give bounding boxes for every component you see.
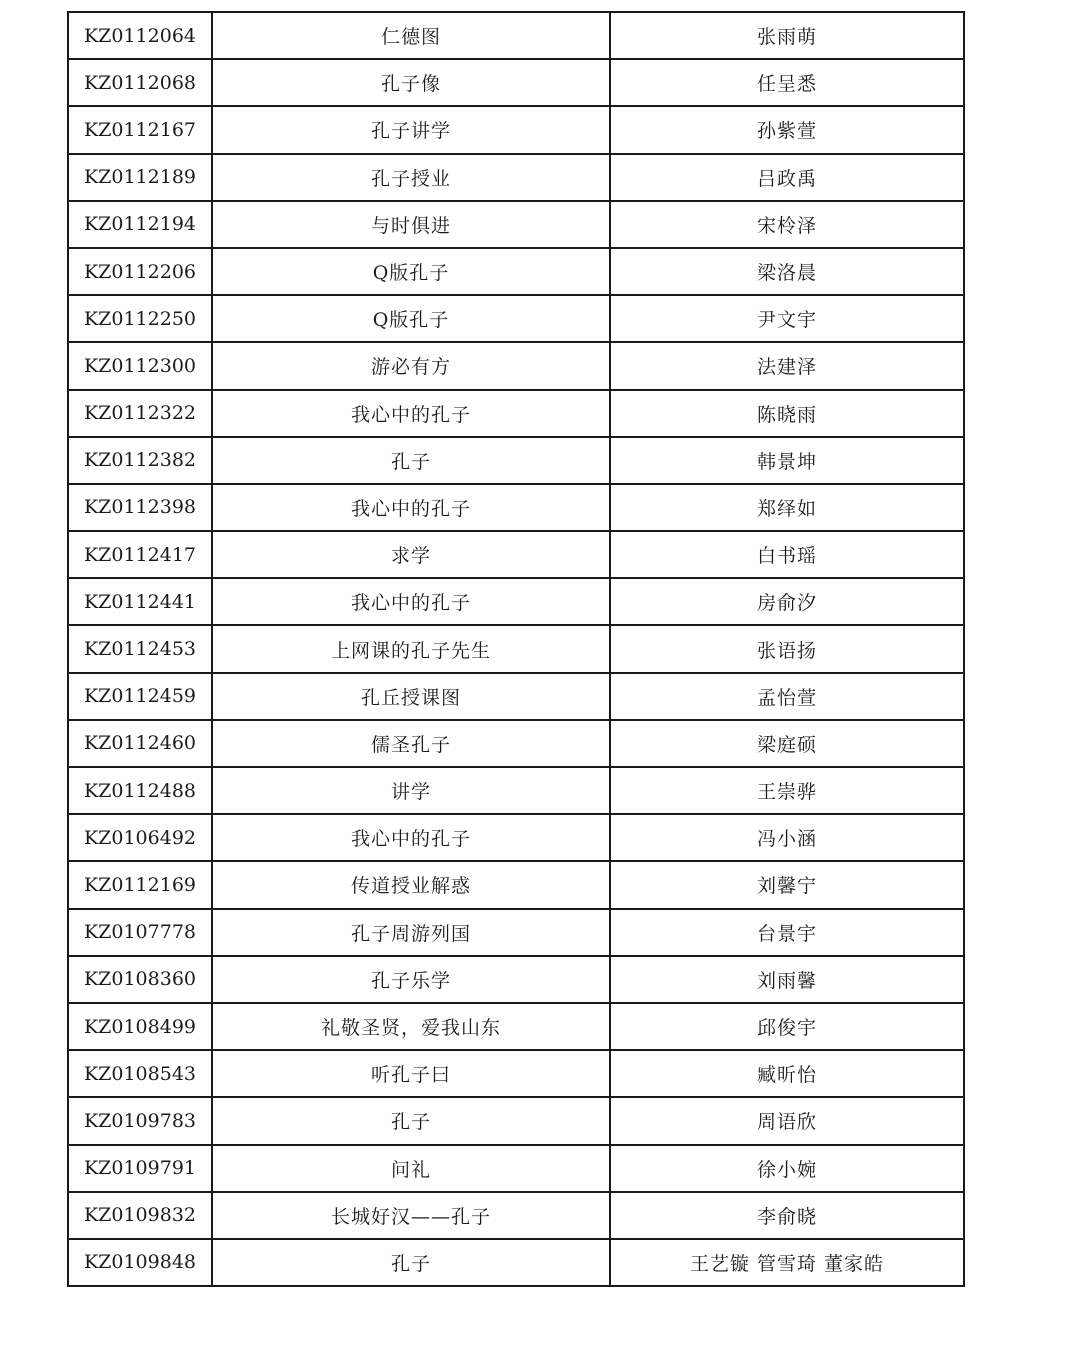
entries-table <box>67 11 965 1287</box>
table-row <box>68 1097 964 1144</box>
table-row <box>68 1050 964 1097</box>
entry-id-cell: KZ0112300 <box>68 342 212 389</box>
table-row <box>68 767 964 814</box>
table-row <box>68 1192 964 1239</box>
entry-id-cell: KZ0112206 <box>68 248 212 295</box>
table-row <box>68 342 964 389</box>
entry-id-cell: KZ0112322 <box>68 390 212 437</box>
entry-author-cell: 白书瑶 <box>610 531 964 578</box>
table-row <box>68 625 964 672</box>
entry-author-cell: 梁洛晨 <box>610 248 964 295</box>
entry-id-cell: KZ0112167 <box>68 106 212 153</box>
entry-title-cell: 孔子 <box>212 1239 610 1286</box>
entry-title-cell: 讲学 <box>212 767 610 814</box>
entry-title-cell: 孔丘授课图 <box>212 673 610 720</box>
entry-id-cell: KZ0112453 <box>68 625 212 672</box>
entry-author-cell: 梁庭硕 <box>610 720 964 767</box>
entry-id-cell: KZ0108499 <box>68 1003 212 1050</box>
entry-id-cell: KZ0106492 <box>68 814 212 861</box>
table-row <box>68 154 964 201</box>
entry-author-cell: 邱俊宇 <box>610 1003 964 1050</box>
entry-id-cell: KZ0112441 <box>68 578 212 625</box>
entry-id-cell: KZ0112460 <box>68 720 212 767</box>
entry-id-cell: KZ0109832 <box>68 1192 212 1239</box>
entry-id-cell: KZ0107778 <box>68 909 212 956</box>
table-row <box>68 861 964 908</box>
entry-author-cell: 宋柃泽 <box>610 201 964 248</box>
entry-id-cell: KZ0112189 <box>68 154 212 201</box>
entry-author-cell: 房俞汐 <box>610 578 964 625</box>
table-row <box>68 909 964 956</box>
table-row <box>68 248 964 295</box>
entry-title-cell: Q版孔子 <box>212 248 610 295</box>
entry-id-cell: KZ0112488 <box>68 767 212 814</box>
entry-title-cell: 游必有方 <box>212 342 610 389</box>
entry-title-cell: Q版孔子 <box>212 295 610 342</box>
entry-author-cell: 孙紫萱 <box>610 106 964 153</box>
table-row <box>68 578 964 625</box>
table-row <box>68 106 964 153</box>
table-row <box>68 531 964 578</box>
entry-author-cell: 任呈悉 <box>610 59 964 106</box>
table-row <box>68 1145 964 1192</box>
entry-author-cell: 孟怡萱 <box>610 673 964 720</box>
entry-id-cell: KZ0109848 <box>68 1239 212 1286</box>
entry-id-cell: KZ0112068 <box>68 59 212 106</box>
entry-author-cell: 陈晓雨 <box>610 390 964 437</box>
table-row <box>68 956 964 1003</box>
table-row <box>68 1003 964 1050</box>
entry-title-cell: 孔子授业 <box>212 154 610 201</box>
entry-id-cell: KZ0112459 <box>68 673 212 720</box>
entry-id-cell: KZ0112382 <box>68 437 212 484</box>
entry-title-cell: 孔子乐学 <box>212 956 610 1003</box>
entry-author-cell: 王艺镟 管雪琦 董家皓 <box>610 1239 964 1286</box>
entry-id-cell: KZ0112250 <box>68 295 212 342</box>
entry-title-cell: 孔子像 <box>212 59 610 106</box>
entry-title-cell: 求学 <box>212 531 610 578</box>
entry-title-cell: 我心中的孔子 <box>212 484 610 531</box>
entry-title-cell: 听孔子曰 <box>212 1050 610 1097</box>
entry-title-cell: 传道授业解惑 <box>212 861 610 908</box>
entry-id-cell: KZ0112169 <box>68 861 212 908</box>
table-row <box>68 437 964 484</box>
entry-author-cell: 台景宇 <box>610 909 964 956</box>
entry-id-cell: KZ0108543 <box>68 1050 212 1097</box>
entry-author-cell: 刘雨馨 <box>610 956 964 1003</box>
entry-author-cell: 李俞晓 <box>610 1192 964 1239</box>
entry-id-cell: KZ0112417 <box>68 531 212 578</box>
entry-author-cell: 尹文宇 <box>610 295 964 342</box>
table-row <box>68 814 964 861</box>
entry-title-cell: 我心中的孔子 <box>212 814 610 861</box>
entry-id-cell: KZ0112398 <box>68 484 212 531</box>
entry-author-cell: 臧昕怡 <box>610 1050 964 1097</box>
entry-id-cell: KZ0112064 <box>68 12 212 59</box>
table-row <box>68 59 964 106</box>
entry-title-cell: 礼敬圣贤，爱我山东 <box>212 1003 610 1050</box>
entry-title-cell: 与时俱进 <box>212 201 610 248</box>
table-row <box>68 12 964 59</box>
table-row <box>68 201 964 248</box>
entry-title-cell: 孔子周游列国 <box>212 909 610 956</box>
entry-title-cell: 长城好汉——孔子 <box>212 1192 610 1239</box>
entry-title-cell: 仁德图 <box>212 12 610 59</box>
entry-id-cell: KZ0112194 <box>68 201 212 248</box>
entry-author-cell: 周语欣 <box>610 1097 964 1144</box>
table-row <box>68 1239 964 1286</box>
entry-author-cell: 张语扬 <box>610 625 964 672</box>
table-row <box>68 390 964 437</box>
entry-author-cell: 王崇骅 <box>610 767 964 814</box>
entry-title-cell: 我心中的孔子 <box>212 578 610 625</box>
entry-author-cell: 吕政禹 <box>610 154 964 201</box>
table-row <box>68 720 964 767</box>
entries-table-body <box>68 12 964 1286</box>
entry-title-cell: 上网课的孔子先生 <box>212 625 610 672</box>
entry-id-cell: KZ0109791 <box>68 1145 212 1192</box>
entry-author-cell: 张雨萌 <box>610 12 964 59</box>
entry-title-cell: 问礼 <box>212 1145 610 1192</box>
entry-author-cell: 徐小婉 <box>610 1145 964 1192</box>
table-row <box>68 673 964 720</box>
entry-title-cell: 我心中的孔子 <box>212 390 610 437</box>
table-row <box>68 295 964 342</box>
entry-title-cell: 孔子 <box>212 1097 610 1144</box>
entry-author-cell: 冯小涵 <box>610 814 964 861</box>
entry-author-cell: 郑绎如 <box>610 484 964 531</box>
entry-title-cell: 儒圣孔子 <box>212 720 610 767</box>
entry-id-cell: KZ0108360 <box>68 956 212 1003</box>
entry-title-cell: 孔子 <box>212 437 610 484</box>
entry-author-cell: 法建泽 <box>610 342 964 389</box>
table-row <box>68 484 964 531</box>
entry-author-cell: 刘馨宁 <box>610 861 964 908</box>
entry-id-cell: KZ0109783 <box>68 1097 212 1144</box>
entry-title-cell: 孔子讲学 <box>212 106 610 153</box>
entry-author-cell: 韩景坤 <box>610 437 964 484</box>
